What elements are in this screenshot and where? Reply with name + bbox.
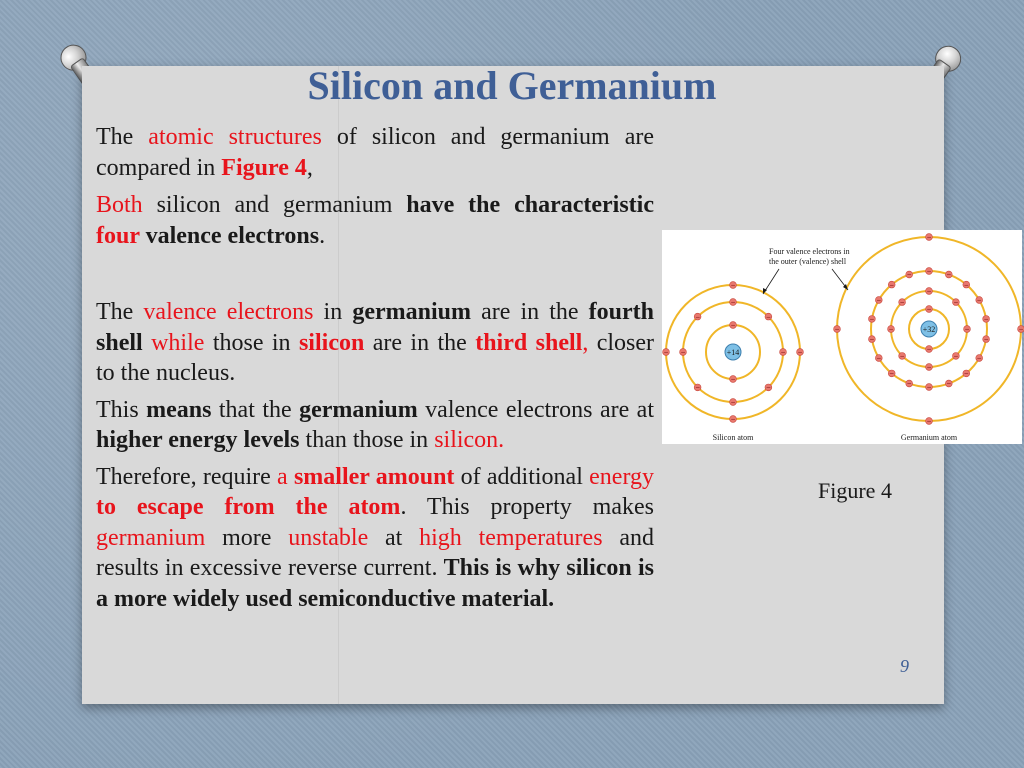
germanium-electron-sign: − bbox=[889, 281, 895, 289]
text-run: valence electrons bbox=[139, 222, 320, 249]
silicon-electron-sign: − bbox=[730, 416, 736, 424]
text-run: This bbox=[96, 396, 147, 423]
germanium-electron-sign: − bbox=[926, 288, 932, 296]
germanium-electron-sign: − bbox=[964, 326, 970, 334]
figure-caption: Figure 4 bbox=[818, 478, 892, 503]
germanium-electron-sign: − bbox=[869, 336, 875, 344]
text-run: Therefore, require bbox=[96, 463, 278, 490]
germanium-electron-sign: − bbox=[926, 234, 932, 242]
silicon-electron-sign: − bbox=[680, 349, 686, 357]
silicon-electron-sign: − bbox=[730, 399, 736, 407]
text-run: and results in excessive reverse current. bbox=[96, 524, 654, 581]
text-run: germanium bbox=[352, 299, 471, 325]
germanium-electron-sign: − bbox=[899, 299, 905, 307]
silicon-electron-sign: − bbox=[797, 349, 803, 357]
silicon-electron-sign: − bbox=[730, 299, 736, 307]
text-run: Figure 4 bbox=[221, 154, 307, 181]
paragraph-valence-electrons bbox=[96, 190, 654, 251]
germanium-electron-sign: − bbox=[963, 281, 969, 289]
annotation-line-1: Four valence electrons in bbox=[769, 247, 850, 256]
silicon-nucleus-label: +14 bbox=[726, 348, 740, 357]
text-run: smaller amount bbox=[293, 463, 455, 490]
text-run: germanium bbox=[96, 524, 206, 551]
germanium-electron-sign: − bbox=[1018, 326, 1024, 334]
silicon-electron-sign: − bbox=[780, 349, 786, 357]
text-run: Both bbox=[96, 192, 143, 218]
figure-4-image bbox=[662, 230, 1022, 444]
text-run: are in the bbox=[470, 299, 589, 325]
germanium-electron-sign: − bbox=[926, 384, 932, 392]
germanium-electron-sign: − bbox=[834, 326, 840, 334]
germanium-electron-sign: − bbox=[906, 380, 912, 388]
silicon-electron-sign: − bbox=[730, 282, 736, 290]
text-run: , bbox=[582, 329, 589, 356]
text-run: The bbox=[96, 299, 144, 325]
text-run: silicon. bbox=[434, 427, 505, 453]
text-run: to escape from the atom bbox=[96, 494, 401, 520]
text-run: of additional bbox=[454, 463, 590, 490]
text-run bbox=[143, 330, 151, 356]
text-run: have the characteristic bbox=[406, 192, 654, 218]
body-text bbox=[96, 122, 654, 614]
germanium-electron-sign: − bbox=[876, 355, 882, 363]
text-run: while bbox=[151, 329, 205, 356]
text-run: more bbox=[205, 524, 289, 551]
text-run: unstable bbox=[288, 524, 369, 551]
atom-diagram bbox=[662, 230, 1022, 444]
germanium-electron-sign: − bbox=[926, 306, 932, 314]
text-run: fourth shell bbox=[96, 299, 655, 356]
germanium-electron-sign: − bbox=[976, 355, 982, 363]
germanium-electron-sign: − bbox=[946, 380, 952, 388]
germanium-electron-sign: − bbox=[876, 297, 882, 305]
silicon-electron-sign: − bbox=[663, 349, 669, 357]
text-run: closer to the nucleus. bbox=[96, 329, 655, 386]
germanium-electron-sign: − bbox=[953, 299, 959, 307]
text-run: in bbox=[313, 299, 353, 325]
germanium-electron-sign: − bbox=[926, 268, 932, 276]
paragraph-atomic-structures bbox=[96, 122, 654, 183]
germanium-nucleus-label: +32 bbox=[922, 325, 936, 334]
silicon-electron-sign: − bbox=[695, 313, 701, 321]
text-run: third shell bbox=[475, 329, 583, 356]
text-run: four bbox=[96, 222, 140, 249]
text-run: that the bbox=[211, 396, 300, 423]
paragraph-shells bbox=[96, 297, 654, 389]
germanium-atom-label: Germanium atom bbox=[900, 433, 958, 442]
text-run: high temperatures bbox=[419, 524, 603, 551]
text-run: . This property makes bbox=[400, 494, 654, 520]
page-number: 9 bbox=[900, 656, 909, 676]
germanium-electron-sign: − bbox=[926, 418, 932, 426]
germanium-electron-sign: − bbox=[946, 271, 952, 279]
text-run: than those in bbox=[299, 427, 435, 453]
text-run: valence electrons are at bbox=[417, 396, 654, 423]
germanium-electron-sign: − bbox=[926, 364, 932, 372]
germanium-electron-sign: − bbox=[976, 297, 982, 305]
annotation-line-2: the outer (valence) shell bbox=[769, 257, 847, 266]
text-run: atomic structures bbox=[148, 124, 322, 150]
text-run: means bbox=[146, 396, 212, 423]
slide-title: Silicon and Germanium bbox=[307, 63, 717, 108]
text-run: silicon bbox=[298, 329, 365, 356]
germanium-electron-sign: − bbox=[899, 353, 905, 361]
text-run: higher energy levels bbox=[96, 427, 300, 453]
text-run: germanium bbox=[299, 396, 418, 423]
silicon-electron-sign: − bbox=[765, 384, 771, 392]
silicon-electron-sign: − bbox=[695, 384, 701, 392]
text-run: The bbox=[96, 124, 149, 150]
silicon-electron-sign: − bbox=[730, 376, 736, 384]
germanium-electron-sign: − bbox=[953, 353, 959, 361]
text-run: of silicon and germanium are compared in bbox=[96, 124, 654, 181]
germanium-electron-sign: − bbox=[926, 346, 932, 354]
text-run: This is why silicon is a more widely used semiconductive material. bbox=[96, 555, 654, 612]
text-run: valence electrons bbox=[143, 299, 314, 325]
silicon-electron-sign: − bbox=[730, 322, 736, 330]
text-run: at bbox=[368, 524, 420, 551]
text-run: , bbox=[306, 154, 313, 181]
text-run: are in the bbox=[364, 329, 476, 356]
paragraph-conclusion bbox=[96, 462, 654, 615]
text-run: a bbox=[277, 463, 288, 490]
silicon-atom-label: Silicon atom bbox=[712, 433, 754, 442]
germanium-electron-sign: − bbox=[888, 326, 894, 334]
paragraph-energy-levels bbox=[96, 395, 654, 456]
germanium-electron-sign: − bbox=[983, 316, 989, 324]
text-run: energy bbox=[589, 463, 655, 490]
text-run: . bbox=[319, 222, 326, 249]
silicon-electron-sign: − bbox=[765, 313, 771, 321]
germanium-electron-sign: − bbox=[983, 336, 989, 344]
germanium-electron-sign: − bbox=[963, 370, 969, 378]
text-run: silicon and germanium bbox=[142, 192, 407, 218]
germanium-electron-sign: − bbox=[906, 271, 912, 279]
text-run: those in bbox=[204, 329, 299, 356]
germanium-electron-sign: − bbox=[889, 370, 895, 378]
germanium-electron-sign: − bbox=[869, 316, 875, 324]
